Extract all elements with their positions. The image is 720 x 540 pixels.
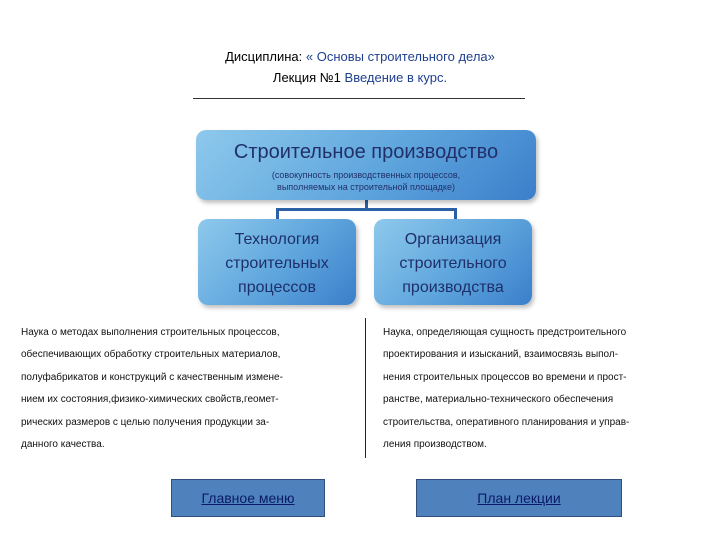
- organization-line-3: производства: [402, 279, 504, 296]
- organization-text-line: нения строительных процессов во времени и прост-: [383, 371, 627, 383]
- technology-line-3: процессов: [238, 279, 316, 296]
- organization-line-2: строительного: [399, 255, 507, 272]
- organization-line-1: Организация: [404, 231, 502, 248]
- organization-text-line: проектирования и изысканий, взаимосвязь выпол-: [383, 349, 619, 361]
- header-discipline: [0, 49, 720, 64]
- discipline-name: « Основы строительного дела»: [305, 49, 495, 64]
- organization-text-line: ранстве, материально-технического обеспечения: [383, 394, 614, 406]
- lecture-title: Введение в курс.: [344, 70, 448, 85]
- discipline-label: Дисциплина:: [225, 49, 303, 64]
- technology-text-line: обеспечивающих обработку строительных материалов,: [21, 349, 281, 361]
- technology-box: [198, 219, 356, 305]
- main-menu-button[interactable]: Главное меню: [171, 479, 325, 517]
- organization-description: [383, 322, 629, 456]
- technology-line-1: Технология: [234, 231, 320, 248]
- technology-text-line: нием их состояния,физико-химических свойств,геомет-: [21, 394, 279, 406]
- construction-production-subtitle-1: (совокупность производственных процессов,: [271, 170, 461, 180]
- organization-box: [374, 219, 532, 305]
- construction-production-subtitle-2: выполняемых на строительной площадке): [277, 182, 455, 192]
- technology-text-line: Наука о методах выполнения строительных процессов,: [21, 327, 280, 338]
- column-divider: [365, 318, 366, 458]
- technology-text-line: данного качества.: [21, 439, 105, 451]
- organization-text-line: строительства, оперативного планирования и управ-: [383, 416, 630, 428]
- technology-description: [21, 322, 283, 456]
- lecture-plan-button[interactable]: План лекции: [416, 479, 622, 517]
- construction-production-box: [196, 130, 536, 200]
- header-divider: [193, 98, 525, 99]
- organization-text-line: ления производством.: [383, 439, 487, 451]
- header-lecture: [0, 70, 720, 85]
- lecture-number: Лекция №1: [272, 70, 341, 85]
- technology-text-line: полуфабрикатов и конструкций с качественным измене-: [21, 371, 283, 383]
- technology-text-line: рических размеров с целью получения продукции за-: [21, 416, 270, 428]
- organization-text-line: Наука, определяющая сущность предстроительного: [383, 327, 627, 338]
- connector-bar: [276, 208, 457, 211]
- construction-production-title: Строительное производство: [233, 141, 499, 163]
- technology-line-2: строительных: [225, 255, 329, 272]
